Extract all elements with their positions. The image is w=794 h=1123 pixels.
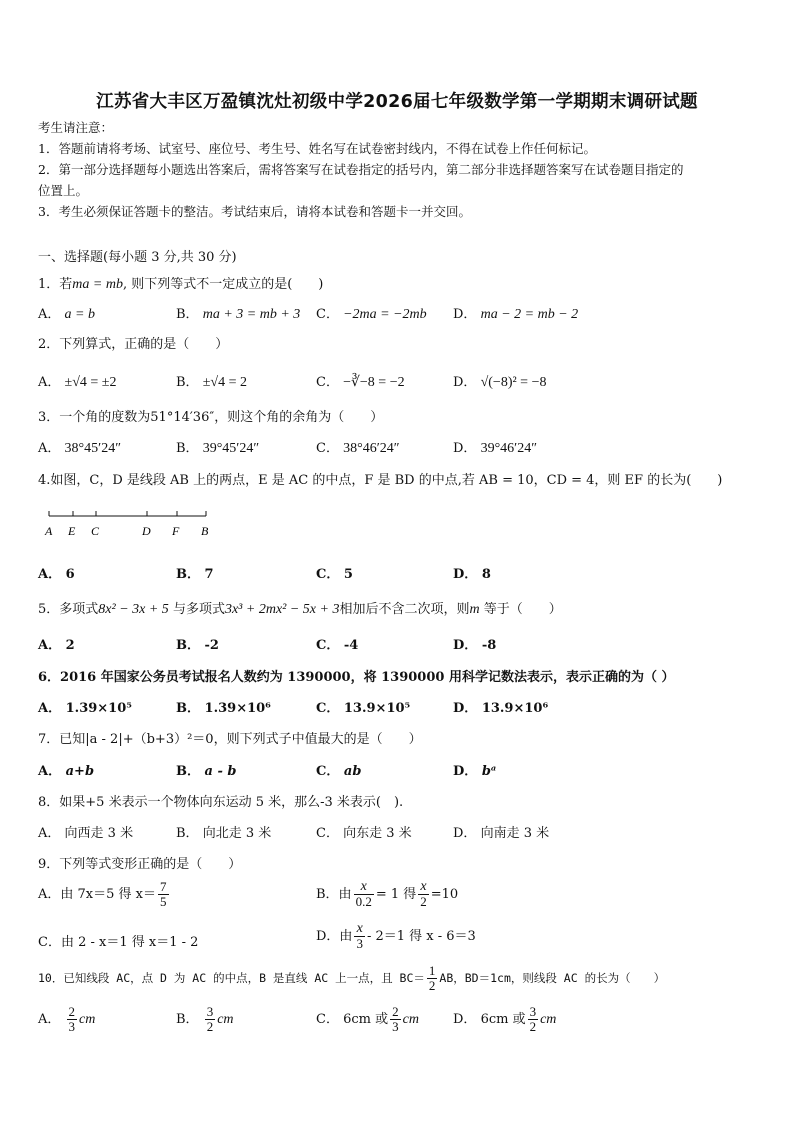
- q7-option-d[interactable]: D． bᵃ: [453, 764, 497, 779]
- q3-option-c[interactable]: C． 38°46′24″: [316, 441, 400, 456]
- q9-option-b[interactable]: B．由 $\frac{x}{0.2}$ = 1 得 $\frac{x}{2}$ =10: [316, 879, 459, 909]
- q5-option-a[interactable]: A． 2: [38, 638, 75, 653]
- q3-option-d[interactable]: D． 39°46′24″: [453, 441, 538, 456]
- q8-option-c[interactable]: C． 向东走 3 米: [316, 826, 412, 841]
- q2-option-c[interactable]: C． −∛−8 = −2: [316, 375, 405, 390]
- question-1: [38, 273, 323, 293]
- q10-option-d[interactable]: D． 6cm 或 $\frac{3}{2}$ cm: [453, 1004, 557, 1034]
- q8-option-a[interactable]: A． 向西走 3 米: [38, 826, 134, 841]
- q2-option-d[interactable]: D． √(−8)² = −8: [453, 375, 547, 390]
- notice-item-1: 1．答题前请将考场、试室号、座位号、考生号、姓名写在试卷密封线内，不得在试卷上作任何标记。: [38, 141, 596, 156]
- q10-option-c[interactable]: C． 6cm 或 $\frac{2}{3}$ cm: [316, 1004, 419, 1034]
- question-9: 9．下列等式变形正确的是（ ）: [38, 857, 242, 872]
- q1-expr: ma = mb: [72, 277, 123, 292]
- question-3: 3．一个角的度数为51°14′36″，则这个角的余角为（ ）: [38, 410, 384, 425]
- q1-option-c[interactable]: C． −2ma = −2mb: [316, 307, 427, 322]
- point-f-label: F: [172, 524, 180, 538]
- q5-poly-1: 8x² − 3x + 5: [98, 602, 169, 617]
- q4-option-b[interactable]: B． 7: [176, 567, 214, 582]
- point-d-label: D: [142, 524, 151, 538]
- question-6: 6．2016 年国家公务员考试报名人数约为 1390000，将 1390000 用科学记数法表示，表示正确的为（ ）: [38, 670, 675, 685]
- q2-option-a[interactable]: A． ±√4 = ±2: [38, 375, 117, 390]
- q5-option-b[interactable]: B． -2: [176, 638, 219, 653]
- q6-option-b[interactable]: B． 1.39×10⁶: [176, 701, 271, 716]
- q1-stem-post: , 则下列等式不一定成立的是( ): [122, 277, 324, 292]
- notice-item-2-cont: 位置上。: [38, 183, 89, 198]
- q5-option-c[interactable]: C． -4: [316, 638, 359, 653]
- q4-option-c[interactable]: C． 5: [316, 567, 353, 582]
- q3-option-a[interactable]: A． 38°45′24″: [38, 441, 122, 456]
- question-10: 10．已知线段 AC，点 D 为 AC 的中点，B 是直线 AC 上一点，且 BC＝ $\frac{1}{2}$ AB，BD＝1cm，则线段 AC 的长为（ ）: [38, 963, 666, 993]
- q7-option-c[interactable]: C． ab: [316, 764, 362, 779]
- question-5: 5．多项式8x² − 3x + 5 与多项式3x³ + 2mx² − 5x + 3相加后不含二次项，则m 等于（ ）: [38, 602, 562, 617]
- q8-option-b[interactable]: B． 向北走 3 米: [176, 826, 272, 841]
- q1-stem-pre: 1．若: [38, 277, 73, 292]
- notice-item-3: 3．考生必须保证答题卡的整洁。考试结束后，请将本试卷和答题卡一并交回。: [38, 204, 471, 219]
- q6-option-c[interactable]: C． 13.9×10⁵: [316, 701, 411, 716]
- question-7: 7．已知|a - 2|+（b+3）²＝0，则下列式子中值最大的是（ ）: [38, 732, 422, 747]
- q9-option-d[interactable]: D．由 $\frac{x}{3}$ - 2＝1 得 x - 6＝3: [316, 921, 476, 951]
- q2-option-b[interactable]: B． ±√4 = 2: [176, 375, 247, 390]
- q5-poly-2: 3x³ + 2mx² − 5x + 3: [224, 602, 340, 617]
- q10-option-a[interactable]: A． $\frac{2}{3}$ cm: [38, 1004, 96, 1034]
- q5-option-d[interactable]: D． -8: [453, 638, 497, 653]
- q1-option-a[interactable]: A． a = b: [38, 307, 95, 322]
- q4-option-d[interactable]: D． 8: [453, 567, 491, 582]
- question-2: 2．下列算式，正确的是（ ）: [38, 337, 229, 352]
- q9-option-c[interactable]: C．由 2 - x＝1 得 x＝1 - 2: [38, 935, 199, 950]
- section-heading: 一、选择题(每小题 3 分,共 30 分): [38, 250, 237, 265]
- segment-figure: [40, 508, 220, 542]
- q9-option-a[interactable]: A．由 7x＝5 得 x＝ $\frac{7}{5}$: [38, 879, 167, 909]
- question-8: 8．如果+5 米表示一个物体向东运动 5 米，那么-3 米表示( ).: [38, 795, 404, 810]
- q3-option-b[interactable]: B． 39°45′24″: [176, 441, 260, 456]
- notice-item-2: 2．第一部分选择题每小题选出答案后，需将答案写在试卷指定的括号内，第二部分非选择题答案写在试卷题目指定的: [38, 162, 684, 177]
- point-c-label: C: [91, 524, 100, 538]
- q6-option-a[interactable]: A． 1.39×10⁵: [38, 701, 132, 716]
- q1-option-d[interactable]: D． ma − 2 = mb − 2: [453, 307, 579, 322]
- notice-heading: 考生请注意：: [38, 120, 114, 135]
- point-a-label: A: [45, 524, 53, 538]
- q1-option-b[interactable]: B． ma + 3 = mb + 3: [176, 307, 301, 322]
- question-4: 4.如图，C，D 是线段 AB 上的两点，E 是 AC 的中点，F 是 BD 的中点,若 AB = 10，CD = 4，则 EF 的长为( ): [38, 473, 723, 488]
- q8-option-d[interactable]: D． 向南走 3 米: [453, 826, 550, 841]
- q7-option-b[interactable]: B． a - b: [176, 764, 237, 779]
- q6-option-d[interactable]: D． 13.9×10⁶: [453, 701, 549, 716]
- page-title: 江苏省大丰区万盈镇沈灶初级中学2026届七年级数学第一学期期末调研试题: [96, 92, 698, 112]
- q4-option-a[interactable]: A． 6: [38, 567, 75, 582]
- q7-option-a[interactable]: A． a+b: [38, 764, 95, 779]
- point-e-label: E: [68, 524, 76, 538]
- q10-option-b[interactable]: B． $\frac{3}{2}$ cm: [176, 1004, 234, 1034]
- point-b-label: B: [201, 524, 209, 538]
